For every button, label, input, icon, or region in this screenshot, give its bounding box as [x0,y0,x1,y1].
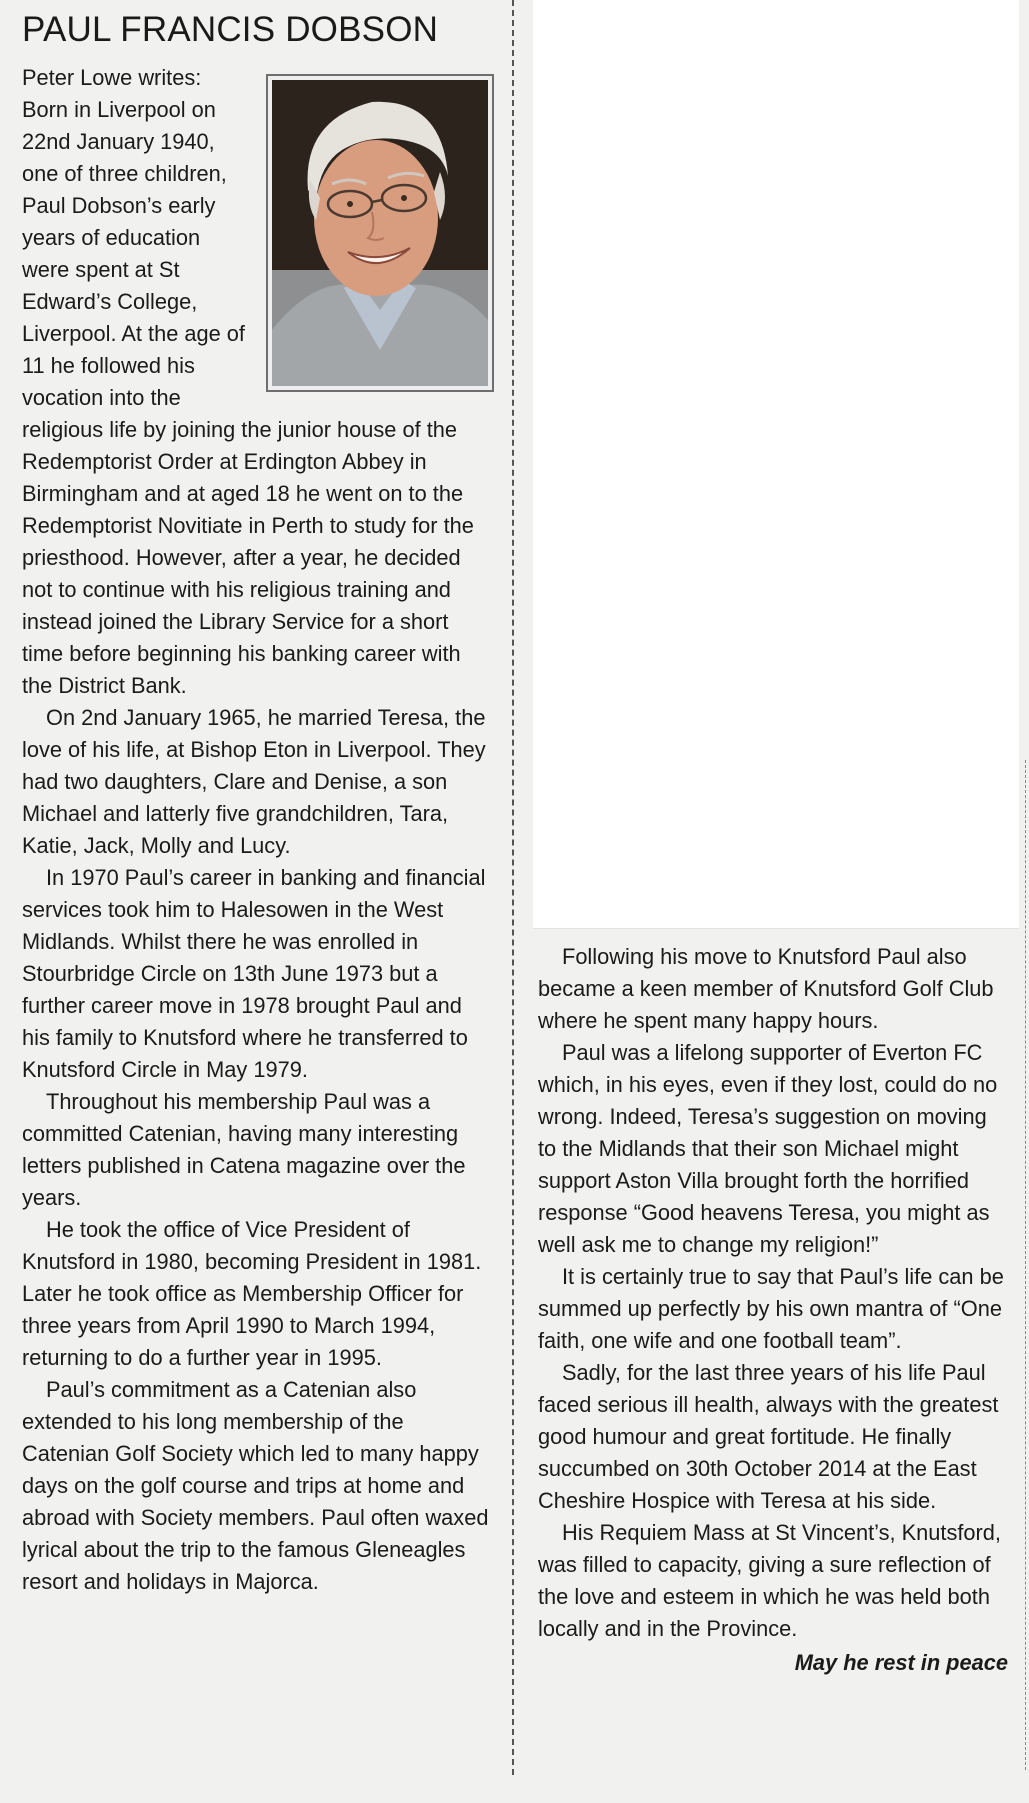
paragraph: His Requiem Mass at St Vincent’s, Knutsford, was filled to capacity, giving a sure reflection of the love and esteem in which he was held both locally and in the Province. [538,1520,1001,1641]
closing-line: May he rest in peace [794,1650,1008,1675]
paragraph: On 2nd January 1965, he married Teresa, the love of his life, at Bishop Eton in Liverpool. They had two daughters, Clare and Denise, a son Michael and latterly five grandchildren, Tara, Katie, Jack, Molly and Lucy. [22,705,486,858]
paragraph: It is certainly true to say that Paul’s life can be summed up perfectly by his own mantra of “One faith, one wife and one football team”. [538,1264,1004,1353]
paragraph: Sadly, for the last three years of his life Paul faced serious ill health, always with the greatest good humour and great fortitude. He finally succumbed on 30th October 2014 at the East Cheshire Hospice with Teresa at his side. [538,1360,999,1513]
portrait-photo-icon [272,80,488,386]
paragraph: Paul’s commitment as a Catenian also extended to his long membership of the Catenian Golf Society which led to many happy days on the golf course and trips at home and abroad with Society members. Paul often waxed lyrical about the trip to the famous Gleneagles resort and holidays in Majorca. [22,1377,489,1594]
paragraph: Throughout his membership Paul was a committed Catenian, having many interesting letters published in Catena magazine over the years. [22,1089,466,1210]
blank-area [533,0,1019,929]
column-divider [512,0,514,1775]
byline: Peter Lowe writes: [22,65,202,90]
paragraph: In 1970 Paul’s career in banking and financial services took him to Halesowen in the West Midlands. Whilst there he was enrolled in Stourbridge Circle on 13th June 1973 but a further career move in 1978 brought Paul and his family to Knutsford where he transferred to Knutsford Circle in May 1979. [22,865,486,1082]
paragraph: He took the office of Vice President of Knutsford in 1980, becoming President in 1981. Later he took office as Membership Officer for three years from April 1990 to March 1994, returning to do a further year in 1995. [22,1217,482,1370]
paragraph: Paul was a lifelong supporter of Everton FC which, in his eyes, even if they lost, could do no wrong. Indeed, Teresa’s suggestion on moving to the Midlands that their son Michael might support Aston Villa brought forth the horrified response “Good heavens Teresa, you might as well ask me to change my religion!” [538,1040,998,1257]
paragraph: Following his move to Knutsford Paul also became a keen member of Knutsford Golf Club where he spent many happy hours. [538,944,994,1033]
article-title: PAUL FRANCIS DOBSON [22,10,439,49]
portrait-photo [266,74,494,392]
left-column [22,62,494,1598]
paragraph: Born in Liverpool on 22nd January 1940, one of three children, Paul Dobson’s early years of education were spent at St Edward’s College, Liverpool. At the age of 11 he followed his vocation into the religious life by joining the junior house of the Redemptorist Order at Erdington Abbey in Birmingham and at aged 18 he went on to the Redemptorist Novitiate in Perth to study for the priesthood. However, after a year, he decided not to continue with his religious training and instead joined the Library Service for a short time before beginning his banking career with the District Bank. [22,97,474,698]
page-edge-divider [1025,760,1026,1770]
right-column [538,941,1008,1679]
